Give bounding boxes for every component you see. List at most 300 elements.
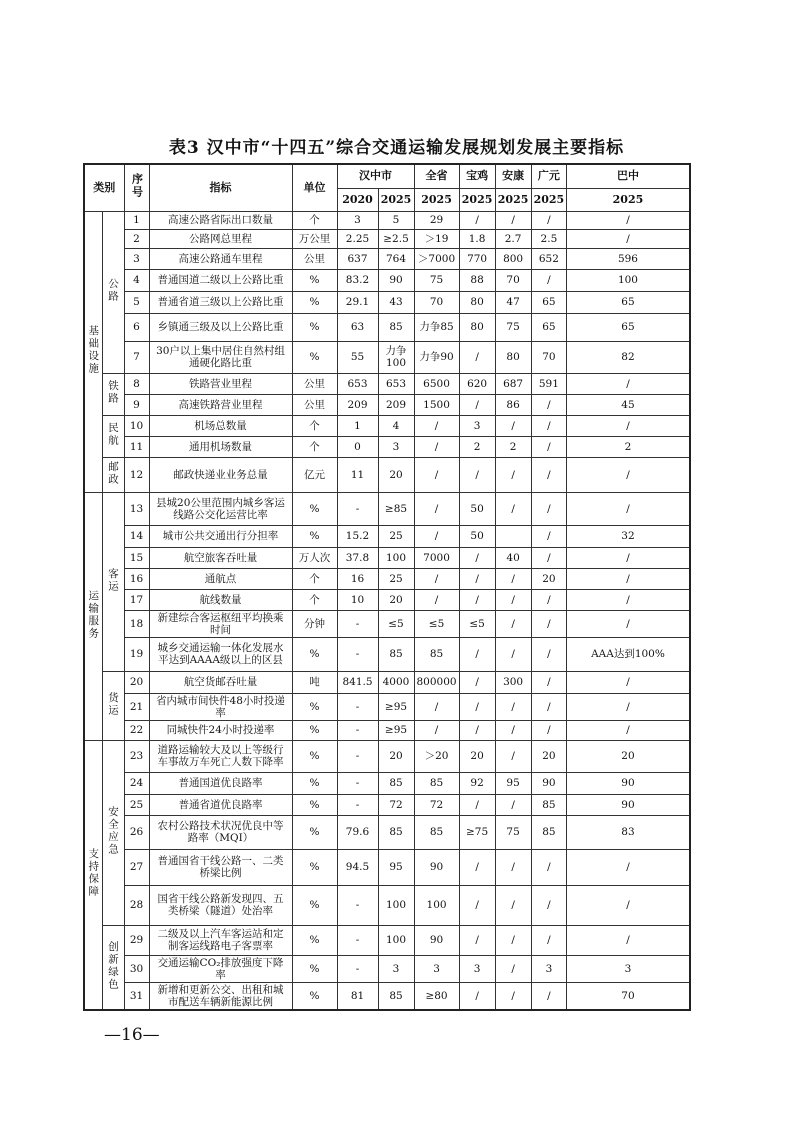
unit-cell: %: [292, 982, 337, 1010]
indicator-cell: 交通运输CO₂排放强度下降率: [149, 955, 292, 982]
province-2025-cell: /: [414, 415, 459, 436]
hanzhong-2020-cell: -: [337, 740, 378, 772]
table-row: [84, 313, 690, 341]
hanzhong-2020-cell: 0: [337, 436, 378, 457]
indicator-cell: 农村公路技术状况优良中等路率（MQI）: [149, 815, 292, 849]
baoji-2025-cell: 50: [459, 492, 495, 525]
seq-cell: 28: [124, 885, 149, 925]
hanzhong-2025-cell: 95: [378, 849, 414, 885]
guangyuan-2025-cell: /: [531, 492, 567, 525]
baoji-2025-cell: 620: [459, 373, 495, 394]
province-2025-cell: 力争85: [414, 313, 459, 341]
indicator-cell: 通航点: [149, 568, 292, 589]
seq-cell: 9: [124, 394, 149, 415]
ankang-2025-cell: /: [495, 955, 531, 982]
seq-cell: 12: [124, 457, 149, 492]
seq-cell: 3: [124, 248, 149, 269]
baoji-2025-cell: ≤5: [459, 610, 495, 637]
unit-cell: %: [292, 492, 337, 525]
unit-cell: %: [292, 269, 337, 291]
hanzhong-2020-cell: 15.2: [337, 525, 378, 547]
unit-cell: %: [292, 849, 337, 885]
hanzhong-2025-cell: ≥2.5: [378, 229, 414, 248]
bazhong-2025-cell: 3: [567, 955, 690, 982]
province-2025-cell: ≥80: [414, 982, 459, 1010]
baoji-2025-cell: ≥75: [459, 815, 495, 849]
province-2025-cell: 75: [414, 269, 459, 291]
header-year: 2025: [414, 188, 459, 211]
seq-cell: 7: [124, 341, 149, 373]
table-row: [84, 394, 690, 415]
bazhong-2025-cell: 65: [567, 313, 690, 341]
baoji-2025-cell: 1.8: [459, 229, 495, 248]
header-unit: 单位: [292, 164, 337, 211]
seq-cell: 21: [124, 693, 149, 720]
header-hanzhong: 汉中市: [337, 164, 414, 188]
subcategory-cell: 安全应急: [102, 740, 124, 925]
ankang-2025-cell: /: [495, 693, 531, 720]
guangyuan-2025-cell: 70: [531, 341, 567, 373]
unit-cell: 公里: [292, 248, 337, 269]
indicator-cell: 道路运输较大及以上等级行车事故万车死亡人数下降率: [149, 740, 292, 772]
hanzhong-2025-cell: 85: [378, 313, 414, 341]
baoji-2025-cell: /: [459, 794, 495, 815]
guangyuan-2025-cell: /: [531, 525, 567, 547]
table-row: [84, 637, 690, 671]
guangyuan-2025-cell: /: [531, 457, 567, 492]
baoji-2025-cell: 92: [459, 772, 495, 794]
indicator-cell: 铁路营业里程: [149, 373, 292, 394]
bazhong-2025-cell: /: [567, 885, 690, 925]
bazhong-2025-cell: 90: [567, 794, 690, 815]
seq-cell: 5: [124, 291, 149, 313]
indicator-cell: 高速公路省际出口数量: [149, 211, 292, 229]
table-row: [84, 492, 690, 525]
province-2025-cell: 7000: [414, 547, 459, 568]
ankang-2025-cell: /: [495, 415, 531, 436]
province-2025-cell: ＞20: [414, 740, 459, 772]
bazhong-2025-cell: /: [567, 373, 690, 394]
unit-cell: 公里: [292, 373, 337, 394]
hanzhong-2025-cell: 100: [378, 925, 414, 955]
table-row: [84, 610, 690, 637]
bazhong-2025-cell: /: [567, 693, 690, 720]
seq-cell: 26: [124, 815, 149, 849]
indicator-cell: 国省干线公路新发现四、五类桥梁（隧道）处治率: [149, 885, 292, 925]
hanzhong-2025-cell: 4000: [378, 671, 414, 693]
bazhong-2025-cell: /: [567, 849, 690, 885]
hanzhong-2025-cell: 764: [378, 248, 414, 269]
bazhong-2025-cell: /: [567, 610, 690, 637]
table-row: [84, 211, 690, 229]
baoji-2025-cell: 50: [459, 525, 495, 547]
guangyuan-2025-cell: /: [531, 885, 567, 925]
indicators-table: [83, 163, 691, 1011]
guangyuan-2025-cell: /: [531, 211, 567, 229]
bazhong-2025-cell: 45: [567, 394, 690, 415]
province-2025-cell: 85: [414, 815, 459, 849]
province-2025-cell: /: [414, 492, 459, 525]
ankang-2025-cell: 40: [495, 547, 531, 568]
province-2025-cell: 72: [414, 794, 459, 815]
ankang-2025-cell: 86: [495, 394, 531, 415]
seq-cell: 20: [124, 671, 149, 693]
unit-cell: %: [292, 885, 337, 925]
indicator-cell: 乡镇通三级及以上公路比重: [149, 313, 292, 341]
hanzhong-2020-cell: 1: [337, 415, 378, 436]
hanzhong-2020-cell: -: [337, 794, 378, 815]
bazhong-2025-cell: /: [567, 720, 690, 740]
province-2025-cell: 70: [414, 291, 459, 313]
seq-cell: 22: [124, 720, 149, 740]
baoji-2025-cell: 3: [459, 955, 495, 982]
indicator-cell: 航空货邮吞吐量: [149, 671, 292, 693]
province-2025-cell: 力争90: [414, 341, 459, 373]
unit-cell: 个: [292, 211, 337, 229]
province-2025-cell: 90: [414, 849, 459, 885]
seq-cell: 16: [124, 568, 149, 589]
bazhong-2025-cell: 65: [567, 291, 690, 313]
hanzhong-2020-cell: 16: [337, 568, 378, 589]
bazhong-2025-cell: /: [567, 415, 690, 436]
ankang-2025-cell: /: [495, 457, 531, 492]
indicator-cell: 高速铁路营业里程: [149, 394, 292, 415]
table-row: [84, 341, 690, 373]
ankang-2025-cell: /: [495, 925, 531, 955]
hanzhong-2020-cell: -: [337, 637, 378, 671]
indicator-cell: 新建综合客运枢纽平均换乘时间: [149, 610, 292, 637]
table-row: [84, 229, 690, 248]
hanzhong-2020-cell: -: [337, 492, 378, 525]
seq-cell: 2: [124, 229, 149, 248]
guangyuan-2025-cell: /: [531, 589, 567, 610]
seq-cell: 31: [124, 982, 149, 1010]
bazhong-2025-cell: 90: [567, 772, 690, 794]
province-2025-cell: ＞7000: [414, 248, 459, 269]
unit-cell: 个: [292, 415, 337, 436]
table-row: [84, 925, 690, 955]
table-row: [84, 693, 690, 720]
table-row: [84, 373, 690, 394]
ankang-2025-cell: [495, 525, 531, 547]
seq-cell: 19: [124, 637, 149, 671]
hanzhong-2020-cell: -: [337, 693, 378, 720]
unit-cell: 公里: [292, 394, 337, 415]
unit-cell: %: [292, 740, 337, 772]
province-2025-cell: ＞19: [414, 229, 459, 248]
hanzhong-2025-cell: ≥95: [378, 720, 414, 740]
unit-cell: 万公里: [292, 229, 337, 248]
seq-cell: 15: [124, 547, 149, 568]
indicator-cell: 新增和更新公交、出租和城市配送车辆新能源比例: [149, 982, 292, 1010]
baoji-2025-cell: /: [459, 982, 495, 1010]
ankang-2025-cell: 70: [495, 269, 531, 291]
guangyuan-2025-cell: 20: [531, 740, 567, 772]
seq-cell: 23: [124, 740, 149, 772]
guangyuan-2025-cell: /: [531, 982, 567, 1010]
hanzhong-2025-cell: 100: [378, 547, 414, 568]
unit-cell: %: [292, 525, 337, 547]
guangyuan-2025-cell: /: [531, 925, 567, 955]
baoji-2025-cell: /: [459, 637, 495, 671]
table-row: [84, 955, 690, 982]
table-row: [84, 849, 690, 885]
hanzhong-2025-cell: 4: [378, 415, 414, 436]
seq-cell: 30: [124, 955, 149, 982]
indicator-cell: 普通省道三级以上公路比重: [149, 291, 292, 313]
ankang-2025-cell: 95: [495, 772, 531, 794]
hanzhong-2020-cell: 2.25: [337, 229, 378, 248]
province-2025-cell: 1500: [414, 394, 459, 415]
unit-cell: %: [292, 772, 337, 794]
baoji-2025-cell: /: [459, 849, 495, 885]
province-2025-cell: /: [414, 436, 459, 457]
hanzhong-2025-cell: 25: [378, 568, 414, 589]
seq-cell: 18: [124, 610, 149, 637]
table-row: [84, 248, 690, 269]
unit-cell: %: [292, 637, 337, 671]
table-row: [84, 291, 690, 313]
bazhong-2025-cell: /: [567, 568, 690, 589]
unit-cell: %: [292, 720, 337, 740]
guangyuan-2025-cell: 65: [531, 313, 567, 341]
hanzhong-2020-cell: 11: [337, 457, 378, 492]
subcategory-cell: 公路: [102, 211, 124, 373]
baoji-2025-cell: 88: [459, 269, 495, 291]
subcategory-cell: 铁路: [102, 373, 124, 415]
guangyuan-2025-cell: /: [531, 436, 567, 457]
baoji-2025-cell: /: [459, 925, 495, 955]
bazhong-2025-cell: 83: [567, 815, 690, 849]
bazhong-2025-cell: 596: [567, 248, 690, 269]
table-container: [83, 163, 693, 1045]
ankang-2025-cell: /: [495, 610, 531, 637]
hanzhong-2025-cell: 5: [378, 211, 414, 229]
ankang-2025-cell: 75: [495, 815, 531, 849]
baoji-2025-cell: /: [459, 568, 495, 589]
baoji-2025-cell: 80: [459, 313, 495, 341]
header-year: 2025: [378, 188, 414, 211]
bazhong-2025-cell: /: [567, 229, 690, 248]
table-row: [84, 720, 690, 740]
table-row: [84, 982, 690, 1010]
province-2025-cell: 6500: [414, 373, 459, 394]
table-row: [84, 815, 690, 849]
guangyuan-2025-cell: /: [531, 415, 567, 436]
hanzhong-2025-cell: 85: [378, 815, 414, 849]
baoji-2025-cell: /: [459, 457, 495, 492]
unit-cell: %: [292, 693, 337, 720]
hanzhong-2020-cell: 81: [337, 982, 378, 1010]
baoji-2025-cell: /: [459, 693, 495, 720]
indicator-cell: 二级及以上汽车客运站和定制客运线路电子客票率: [149, 925, 292, 955]
hanzhong-2025-cell: 43: [378, 291, 414, 313]
category-cell: 基础设施: [84, 211, 102, 492]
hanzhong-2025-cell: 3: [378, 955, 414, 982]
hanzhong-2025-cell: ≥95: [378, 693, 414, 720]
baoji-2025-cell: /: [459, 589, 495, 610]
province-2025-cell: ≤5: [414, 610, 459, 637]
header-ankang: 安康: [495, 164, 531, 188]
unit-cell: %: [292, 341, 337, 373]
province-2025-cell: 100: [414, 885, 459, 925]
ankang-2025-cell: 80: [495, 341, 531, 373]
guangyuan-2025-cell: /: [531, 849, 567, 885]
ankang-2025-cell: /: [495, 637, 531, 671]
guangyuan-2025-cell: 90: [531, 772, 567, 794]
hanzhong-2025-cell: 85: [378, 982, 414, 1010]
province-2025-cell: /: [414, 568, 459, 589]
baoji-2025-cell: 2: [459, 436, 495, 457]
hanzhong-2025-cell: 20: [378, 589, 414, 610]
hanzhong-2020-cell: 637: [337, 248, 378, 269]
province-2025-cell: 90: [414, 925, 459, 955]
baoji-2025-cell: 770: [459, 248, 495, 269]
indicator-cell: 城市公共交通出行分担率: [149, 525, 292, 547]
ankang-2025-cell: 75: [495, 313, 531, 341]
bazhong-2025-cell: /: [567, 211, 690, 229]
bazhong-2025-cell: AAA达到100%: [567, 637, 690, 671]
hanzhong-2025-cell: 20: [378, 740, 414, 772]
bazhong-2025-cell: /: [567, 492, 690, 525]
unit-cell: %: [292, 313, 337, 341]
indicator-cell: 省内城市间快件48小时投递率: [149, 693, 292, 720]
indicator-cell: 航空旅客吞吐量: [149, 547, 292, 568]
subcategory-cell: 民航: [102, 415, 124, 457]
subcategory-cell: 邮政: [102, 457, 124, 492]
unit-cell: 吨: [292, 671, 337, 693]
hanzhong-2020-cell: 209: [337, 394, 378, 415]
province-2025-cell: /: [414, 525, 459, 547]
hanzhong-2020-cell: 10: [337, 589, 378, 610]
province-2025-cell: /: [414, 589, 459, 610]
ankang-2025-cell: /: [495, 740, 531, 772]
unit-cell: 个: [292, 589, 337, 610]
ankang-2025-cell: /: [495, 794, 531, 815]
subcategory-cell: 货运: [102, 671, 124, 740]
baoji-2025-cell: 20: [459, 740, 495, 772]
seq-cell: 4: [124, 269, 149, 291]
hanzhong-2020-cell: -: [337, 610, 378, 637]
baoji-2025-cell: /: [459, 885, 495, 925]
page-number: —16—: [104, 1024, 160, 1045]
baoji-2025-cell: /: [459, 671, 495, 693]
seq-cell: 13: [124, 492, 149, 525]
header-baoji: 宝鸡: [459, 164, 495, 188]
province-2025-cell: 800000: [414, 671, 459, 693]
province-2025-cell: 3: [414, 955, 459, 982]
indicator-cell: 邮政快递业业务总量: [149, 457, 292, 492]
guangyuan-2025-cell: 85: [531, 815, 567, 849]
bazhong-2025-cell: 2: [567, 436, 690, 457]
ankang-2025-cell: 687: [495, 373, 531, 394]
guangyuan-2025-cell: 3: [531, 955, 567, 982]
hanzhong-2025-cell: 力争100: [378, 341, 414, 373]
guangyuan-2025-cell: /: [531, 671, 567, 693]
hanzhong-2025-cell: ≤5: [378, 610, 414, 637]
table-row: [84, 269, 690, 291]
seq-cell: 25: [124, 794, 149, 815]
hanzhong-2020-cell: -: [337, 720, 378, 740]
ankang-2025-cell: 800: [495, 248, 531, 269]
baoji-2025-cell: /: [459, 341, 495, 373]
ankang-2025-cell: /: [495, 492, 531, 525]
hanzhong-2020-cell: 55: [337, 341, 378, 373]
table-row: [84, 772, 690, 794]
header-indicator: 指标: [149, 164, 292, 211]
indicator-cell: 普通省道优良路率: [149, 794, 292, 815]
hanzhong-2025-cell: 100: [378, 885, 414, 925]
unit-cell: 个: [292, 568, 337, 589]
unit-cell: 亿元: [292, 457, 337, 492]
table-row: [84, 525, 690, 547]
table-row: [84, 671, 690, 693]
bazhong-2025-cell: 32: [567, 525, 690, 547]
bazhong-2025-cell: 100: [567, 269, 690, 291]
table-title: 表3 汉中市“十四五”综合交通运输发展规划发展主要指标: [168, 138, 625, 158]
guangyuan-2025-cell: 85: [531, 794, 567, 815]
indicator-cell: 航线数量: [149, 589, 292, 610]
baoji-2025-cell: /: [459, 394, 495, 415]
seq-cell: 14: [124, 525, 149, 547]
hanzhong-2020-cell: 653: [337, 373, 378, 394]
guangyuan-2025-cell: 652: [531, 248, 567, 269]
seq-cell: 11: [124, 436, 149, 457]
header-year: 2025: [531, 188, 567, 211]
ankang-2025-cell: 47: [495, 291, 531, 313]
hanzhong-2025-cell: 85: [378, 637, 414, 671]
hanzhong-2020-cell: 841.5: [337, 671, 378, 693]
ankang-2025-cell: 2.7: [495, 229, 531, 248]
ankang-2025-cell: /: [495, 720, 531, 740]
hanzhong-2020-cell: 83.2: [337, 269, 378, 291]
guangyuan-2025-cell: 2.5: [531, 229, 567, 248]
indicator-cell: 普通国省干线公路一、二类桥梁比例: [149, 849, 292, 885]
hanzhong-2025-cell: ≥85: [378, 492, 414, 525]
guangyuan-2025-cell: /: [531, 547, 567, 568]
seq-cell: 10: [124, 415, 149, 436]
province-2025-cell: 85: [414, 637, 459, 671]
hanzhong-2020-cell: -: [337, 955, 378, 982]
seq-cell: 8: [124, 373, 149, 394]
indicator-cell: 30户以上集中居住自然村组通硬化路比重: [149, 341, 292, 373]
indicator-cell: 普通国道优良路率: [149, 772, 292, 794]
bazhong-2025-cell: /: [567, 589, 690, 610]
hanzhong-2025-cell: 3: [378, 436, 414, 457]
bazhong-2025-cell: 70: [567, 982, 690, 1010]
indicator-cell: 机场总数量: [149, 415, 292, 436]
ankang-2025-cell: /: [495, 849, 531, 885]
hanzhong-2020-cell: 3: [337, 211, 378, 229]
table-body: [84, 211, 690, 1010]
hanzhong-2020-cell: 79.6: [337, 815, 378, 849]
indicator-cell: 县城20公里范围内城乡客运线路公交化运营比率: [149, 492, 292, 525]
header-seq: 序号: [124, 164, 149, 211]
province-2025-cell: /: [414, 693, 459, 720]
unit-cell: %: [292, 815, 337, 849]
unit-cell: 分钟: [292, 610, 337, 637]
header-year: 2020: [337, 188, 378, 211]
header-year: 2025: [495, 188, 531, 211]
guangyuan-2025-cell: 65: [531, 291, 567, 313]
seq-cell: 6: [124, 313, 149, 341]
hanzhong-2025-cell: 72: [378, 794, 414, 815]
subcategory-cell: 创新绿色: [102, 925, 124, 1010]
seq-cell: 29: [124, 925, 149, 955]
guangyuan-2025-cell: /: [531, 637, 567, 671]
hanzhong-2020-cell: -: [337, 772, 378, 794]
hanzhong-2025-cell: 209: [378, 394, 414, 415]
